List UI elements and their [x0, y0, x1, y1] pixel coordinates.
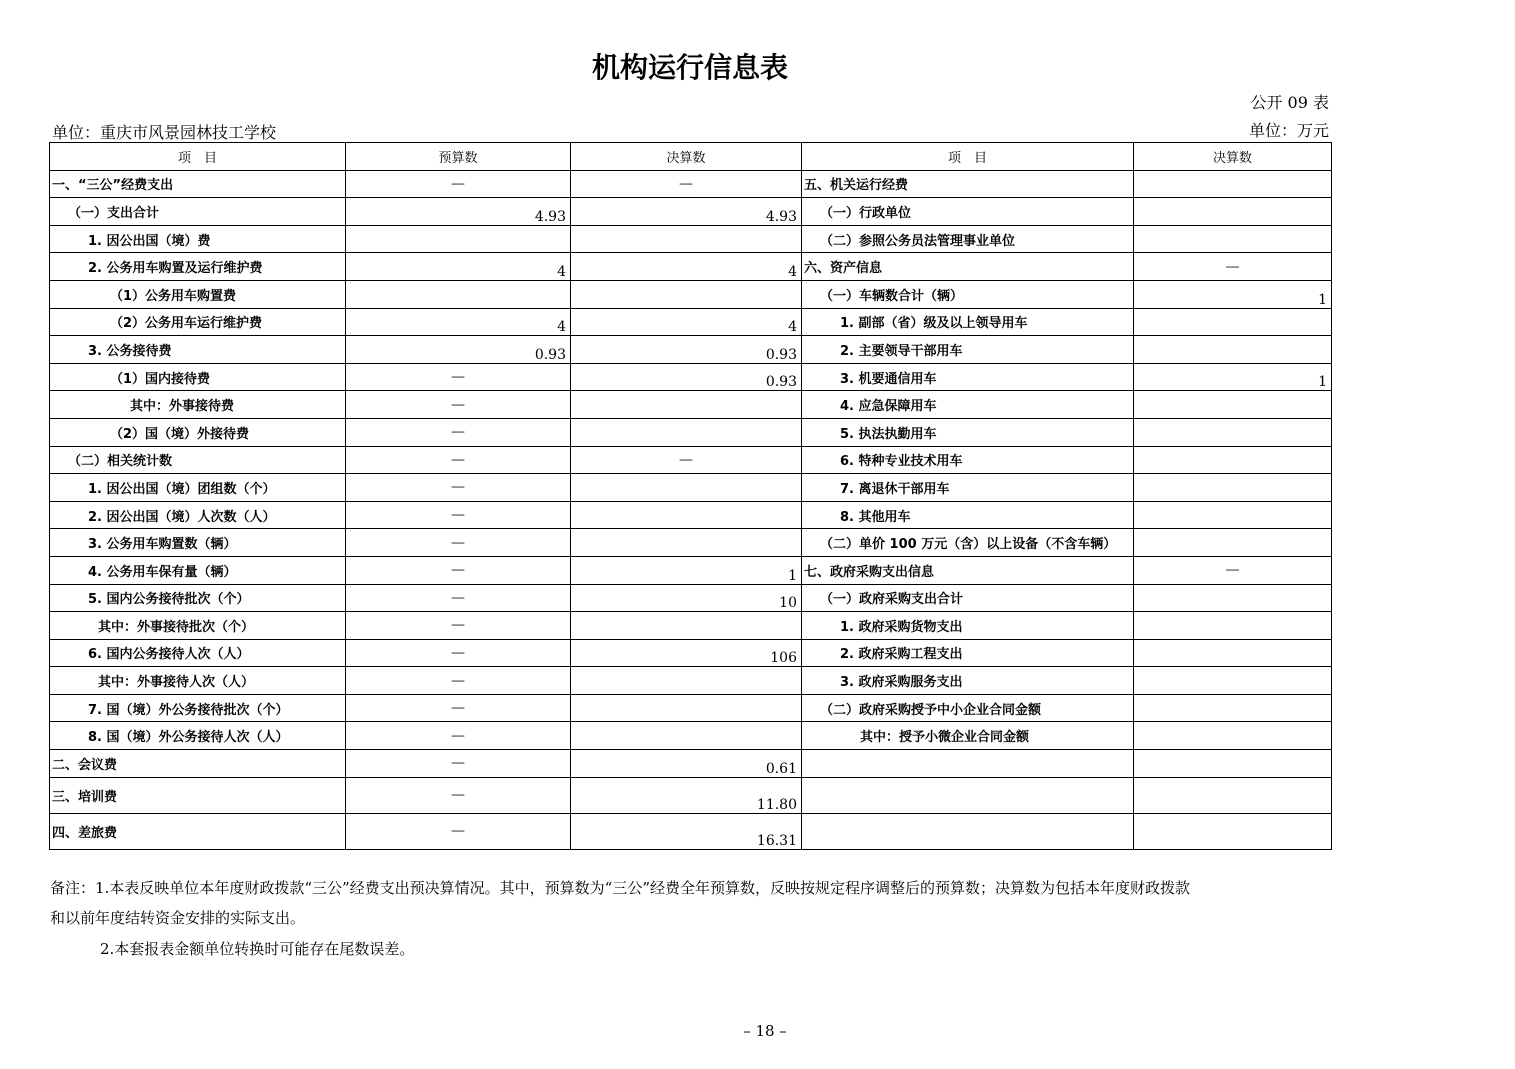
row-final-value-right	[1134, 446, 1332, 474]
table-row	[50, 750, 1332, 778]
row-final-value: —	[571, 170, 802, 198]
row-final-value-right	[1134, 667, 1332, 695]
row-budget-value: —	[346, 639, 571, 667]
row-item-label-right: （二）单价 100 万元（含）以上设备（不含车辆）	[802, 529, 1134, 557]
row-item-label: 3. 公务用车购置数（辆）	[50, 529, 346, 557]
header-item: 项 目	[50, 143, 346, 171]
row-final-value-right	[1134, 391, 1332, 419]
row-item-label-right: 七、政府采购支出信息	[802, 556, 1134, 584]
row-final-value-right	[1134, 584, 1332, 612]
row-item-label: （2）国（境）外接待费	[50, 418, 346, 446]
row-budget-value: —	[346, 418, 571, 446]
row-item-label: 其中：外事接待批次（个）	[50, 612, 346, 640]
row-item-label: 1. 因公出国（境）费	[50, 225, 346, 253]
row-item-label-right: 1. 副部（省）级及以上领导用车	[802, 308, 1134, 336]
currency-unit: 单位：万元	[1248, 121, 1329, 140]
row-item-label-right: （一）行政单位	[802, 198, 1134, 226]
table-row	[50, 777, 1332, 813]
row-final-value-right	[1134, 225, 1332, 253]
row-final-value-right	[1134, 529, 1332, 557]
row-budget-value: —	[346, 584, 571, 612]
row-item-label-right: 6. 特种专业技术用车	[802, 446, 1134, 474]
table-row	[50, 225, 1332, 253]
row-item-label: 其中：外事接待人次（人）	[50, 667, 346, 695]
table-row	[50, 556, 1332, 584]
row-budget-value: —	[346, 474, 571, 502]
row-budget-value: —	[346, 750, 571, 778]
row-final-value-right: —	[1134, 253, 1332, 281]
table-row	[50, 501, 1332, 529]
row-final-value-right	[1134, 639, 1332, 667]
row-item-label: 三、培训费	[50, 777, 346, 813]
row-item-label-right: （一）车辆数合计（辆）	[802, 280, 1134, 308]
row-final-value-right	[1134, 750, 1332, 778]
table-row	[50, 418, 1332, 446]
table-row	[50, 474, 1332, 502]
row-item-label-right: 5. 执法执勤用车	[802, 418, 1134, 446]
row-item-label: 4. 公务用车保有量（辆）	[50, 556, 346, 584]
row-final-value	[571, 529, 802, 557]
row-final-value	[571, 694, 802, 722]
note-line-2: 和以前年度结转资金安排的实际支出。	[50, 909, 306, 927]
row-budget-value: 4	[346, 253, 571, 281]
row-final-value: 106	[571, 639, 802, 667]
row-item-label-right	[802, 750, 1134, 778]
row-final-value: 0.61	[571, 750, 802, 778]
row-final-value: 10	[571, 584, 802, 612]
header-final-right: 决算数	[1134, 143, 1332, 171]
row-item-label: 7. 国（境）外公务接待批次（个）	[50, 694, 346, 722]
note-line-1: 备注：1.本表反映单位本年度财政拨款“三公”经费支出预决算情况。其中，预算数为“三公”经费全年预算数，反映按规定程序调整后的预算数；决算数为包括本年度财政拨款	[50, 879, 1190, 897]
row-budget-value	[346, 225, 571, 253]
form-number: 公开 09 表	[1250, 93, 1329, 112]
row-item-label-right: 7. 离退休干部用车	[802, 474, 1134, 502]
row-final-value: 4.93	[571, 198, 802, 226]
row-final-value-right	[1134, 777, 1332, 813]
row-item-label: 3. 公务接待费	[50, 336, 346, 364]
row-item-label: 其中：外事接待费	[50, 391, 346, 419]
row-item-label-right: （二）政府采购授予中小企业合同金额	[802, 694, 1134, 722]
row-item-label: 2. 因公出国（境）人次数（人）	[50, 501, 346, 529]
row-budget-value: —	[346, 363, 571, 391]
row-item-label-right	[802, 777, 1134, 813]
row-final-value	[571, 225, 802, 253]
row-item-label-right: 2. 政府采购工程支出	[802, 639, 1134, 667]
row-final-value	[571, 667, 802, 695]
table-row	[50, 612, 1332, 640]
table-row	[50, 363, 1332, 391]
row-final-value-right	[1134, 813, 1332, 849]
row-item-label: 2. 公务用车购置及运行维护费	[50, 253, 346, 281]
row-final-value	[571, 501, 802, 529]
row-budget-value	[346, 280, 571, 308]
header-budget: 预算数	[346, 143, 571, 171]
row-budget-value: —	[346, 667, 571, 695]
table-row	[50, 391, 1332, 419]
row-final-value	[571, 391, 802, 419]
row-item-label-right: 1. 政府采购货物支出	[802, 612, 1134, 640]
row-final-value-right	[1134, 474, 1332, 502]
row-final-value	[571, 280, 802, 308]
table-body	[50, 170, 1332, 849]
row-item-label: （二）相关统计数	[50, 446, 346, 474]
row-final-value-right	[1134, 694, 1332, 722]
row-item-label: 8. 国（境）外公务接待人次（人）	[50, 722, 346, 750]
row-final-value-right: 1	[1134, 280, 1332, 308]
table-row	[50, 694, 1332, 722]
row-item-label-right: 3. 机要通信用车	[802, 363, 1134, 391]
page-title: 机构运行信息表	[591, 51, 788, 84]
operations-info-table	[49, 142, 1332, 850]
row-budget-value: —	[346, 777, 571, 813]
row-final-value	[571, 612, 802, 640]
row-final-value-right	[1134, 501, 1332, 529]
row-item-label: 四、差旅费	[50, 813, 346, 849]
row-final-value: 1	[571, 556, 802, 584]
table-row	[50, 170, 1332, 198]
row-final-value	[571, 722, 802, 750]
row-final-value	[571, 474, 802, 502]
row-item-label: 5. 国内公务接待批次（个）	[50, 584, 346, 612]
row-item-label-right	[802, 813, 1134, 849]
row-final-value-right	[1134, 198, 1332, 226]
table-row	[50, 722, 1332, 750]
reporting-unit: 单位：重庆市风景园林技工学校	[52, 123, 277, 142]
row-final-value: 11.80	[571, 777, 802, 813]
row-final-value-right	[1134, 722, 1332, 750]
row-final-value: 4	[571, 253, 802, 281]
row-final-value-right	[1134, 308, 1332, 336]
row-budget-value: —	[346, 612, 571, 640]
row-final-value-right	[1134, 418, 1332, 446]
row-item-label: （1）国内接待费	[50, 363, 346, 391]
table-row	[50, 308, 1332, 336]
row-final-value: —	[571, 446, 802, 474]
row-final-value	[571, 418, 802, 446]
row-item-label-right: 其中：授予小微企业合同金额	[802, 722, 1134, 750]
row-budget-value: 4.93	[346, 198, 571, 226]
row-final-value-right	[1134, 170, 1332, 198]
row-final-value: 0.93	[571, 336, 802, 364]
row-final-value: 0.93	[571, 363, 802, 391]
row-budget-value: —	[346, 391, 571, 419]
row-budget-value: 4	[346, 308, 571, 336]
row-final-value-right	[1134, 612, 1332, 640]
header-final: 决算数	[571, 143, 802, 171]
table-row	[50, 667, 1332, 695]
row-item-label-right: 五、机关运行经费	[802, 170, 1134, 198]
page-number: – 18 –	[743, 1022, 787, 1040]
row-final-value-right	[1134, 336, 1332, 364]
row-item-label: （一）支出合计	[50, 198, 346, 226]
table-header-row	[50, 143, 1332, 171]
row-item-label: 一、“三公”经费支出	[50, 170, 346, 198]
row-item-label-right: 8. 其他用车	[802, 501, 1134, 529]
row-item-label: （1）公务用车购置费	[50, 280, 346, 308]
header-item-right: 项 目	[802, 143, 1134, 171]
row-item-label: 1. 因公出国（境）团组数（个）	[50, 474, 346, 502]
table-row	[50, 198, 1332, 226]
table-row	[50, 280, 1332, 308]
row-budget-value: —	[346, 170, 571, 198]
row-budget-value: —	[346, 556, 571, 584]
row-item-label: 6. 国内公务接待人次（人）	[50, 639, 346, 667]
table-row	[50, 529, 1332, 557]
row-final-value-right: 1	[1134, 363, 1332, 391]
row-item-label-right: 4. 应急保障用车	[802, 391, 1134, 419]
row-item-label: 二、会议费	[50, 750, 346, 778]
row-item-label-right: （一）政府采购支出合计	[802, 584, 1134, 612]
row-final-value: 4	[571, 308, 802, 336]
row-budget-value: —	[346, 722, 571, 750]
table-row	[50, 336, 1332, 364]
row-item-label-right: 六、资产信息	[802, 253, 1134, 281]
row-item-label-right: 2. 主要领导干部用车	[802, 336, 1134, 364]
row-item-label: （2）公务用车运行维护费	[50, 308, 346, 336]
table-row	[50, 253, 1332, 281]
row-final-value: 16.31	[571, 813, 802, 849]
table-row	[50, 813, 1332, 849]
table-row	[50, 584, 1332, 612]
row-item-label-right: （二）参照公务员法管理事业单位	[802, 225, 1134, 253]
row-item-label-right: 3. 政府采购服务支出	[802, 667, 1134, 695]
row-budget-value: —	[346, 813, 571, 849]
row-budget-value: —	[346, 529, 571, 557]
table-row	[50, 639, 1332, 667]
row-budget-value: —	[346, 501, 571, 529]
table-row	[50, 446, 1332, 474]
row-budget-value: —	[346, 694, 571, 722]
row-final-value-right: —	[1134, 556, 1332, 584]
note-line-3: 2.本套报表金额单位转换时可能存在尾数误差。	[100, 940, 415, 958]
row-budget-value: 0.93	[346, 336, 571, 364]
row-budget-value: —	[346, 446, 571, 474]
